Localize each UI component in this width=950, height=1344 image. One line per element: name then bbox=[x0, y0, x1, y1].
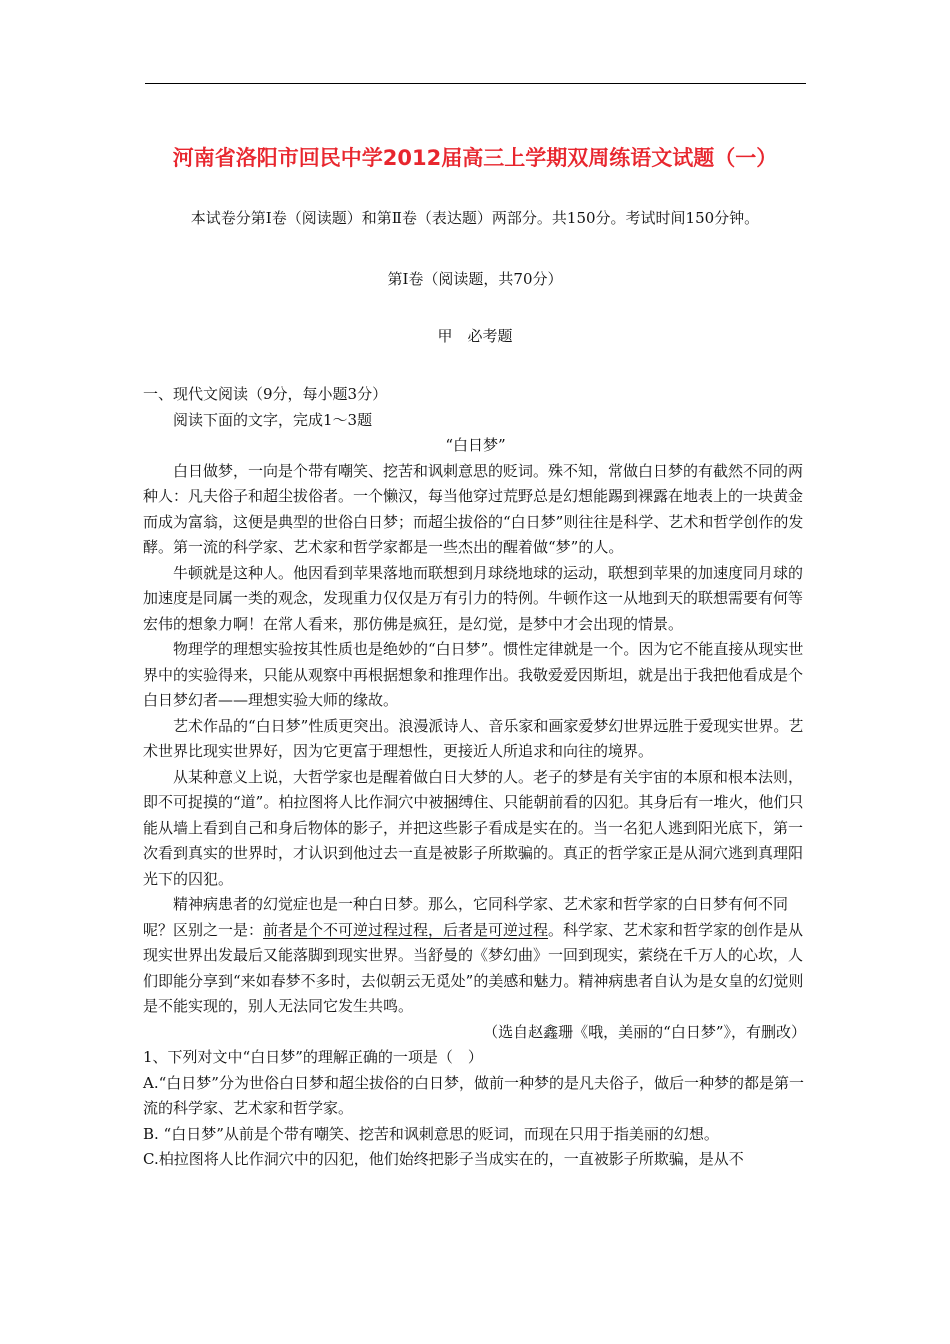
underlined-phrase: 前者是个不可逆过程过程，后者是可逆过程 bbox=[263, 920, 549, 939]
question-group-heading: 一、现代文阅读（9分，每小题3分） bbox=[143, 385, 388, 403]
passage-source: （选自赵鑫珊《哦，美丽的“白日梦”》，有删改） bbox=[483, 1022, 806, 1041]
reading-section bbox=[143, 382, 808, 1173]
header-rule bbox=[145, 83, 806, 84]
answer-option-a: A.“白日梦”分为世俗白日梦和超尘拔俗的白日梦，做前一种梦的是凡夫俗子，做后一种梦的都是第一流的科学家、艺术家和哲学家。 bbox=[143, 1073, 804, 1117]
document-title: 河南省洛阳市回民中学2012届高三上学期双周练语文试题（一） bbox=[172, 146, 778, 170]
paragraph-text: 。科学家、艺术家和哲学家的创作是从现实世界出发最后又能落脚到现实世界。当舒曼的《梦幻曲》一回到现实，萦绕在千万人的心坎，人们即能分享到“来如春梦不多时，去似朝云无觅处”的美感和魅力。精神病患者自认为是女皇的幻觉则是不能实现的，别人无法同它发生共鸣。 bbox=[143, 920, 804, 1015]
paragraph-text: 精神病患者的幻觉症也是一种白日梦。那么，它同科学家、艺术家和哲学家的白日梦有何不同呢？区别之一是： bbox=[143, 895, 789, 939]
answer-option-b: B. “白日梦”从前是个带有嘲笑、挖苦和讽刺意思的贬词，而现在只用于指美丽的幻想。 bbox=[143, 1124, 719, 1143]
passage-paragraph: 从某种意义上说，大哲学家也是醒着做白日大梦的人。老子的梦是有关宇宙的本原和根本法则，即不可捉摸的“道”。柏拉图将人比作洞穴中被捆缚住、只能朝前看的囚犯。其身后有一堆火，他们只能从墙上看到自己和身后物体的影子，并把这些影子看成是实在的。当一名犯人逃到阳光底下，第一次看到真实的世界时，才认识到他过去一直是被影子所欺骗的。真正的哲学家正是从洞穴逃到真理阳光下的囚犯。 bbox=[143, 767, 804, 888]
part-heading: 第Ⅰ卷（阅读题，共70分） bbox=[387, 270, 563, 288]
section-heading: 甲 必考题 bbox=[437, 327, 513, 345]
passage-paragraph: 艺术作品的“白日梦”性质更突出。浪漫派诗人、音乐家和画家爱梦幻世界远胜于爱现实世界。艺术世界比现实世界好，因为它更富于理想性，更接近人所追求和向往的境界。 bbox=[143, 716, 804, 760]
passage-paragraph: 白日做梦，一向是个带有嘲笑、挖苦和讽刺意思的贬词。殊不知，常做白日梦的有截然不同的两种人：凡夫俗子和超尘拔俗者。一个懒汉，每当他穿过荒野总是幻想能踢到裸露在地表上的一块黄金而成为富翁，这便是典型的世俗白日梦；而超尘拔俗的“白日梦”则往往是科学、艺术和哲学创作的发酵。第一流的科学家、艺术家和哲学家都是一些杰出的醒着做“梦”的人。 bbox=[143, 461, 804, 556]
answer-option-c: C.柏拉图将人比作洞穴中的囚犯，他们始终把影子当成实在的，一直被影子所欺骗，是从不 bbox=[143, 1150, 744, 1168]
exam-intro: 本试卷分第Ⅰ卷（阅读题）和第Ⅱ卷（表达题）两部分。共150分。考试时间150分钟。 bbox=[190, 209, 760, 227]
passage-title: “白日梦” bbox=[445, 436, 506, 454]
passage-paragraph: 牛顿就是这种人。他因看到苹果落地而联想到月球绕地球的运动，联想到苹果的加速度同月球的加速度是同属一类的观念，发现重力仅仅是万有引力的特例。牛顿作这一从地到天的联想需要有何等宏伟的想象力啊！在常人看来，那仿佛是疯狂，是幻觉，是梦中才会出现的情景。 bbox=[143, 563, 804, 633]
passage-paragraph bbox=[143, 892, 808, 1020]
question-1-stem: 1、下列对文中“白日梦”的理解正确的一项是（ ） bbox=[143, 1048, 483, 1066]
reading-instruction: 阅读下面的文字，完成1～3题 bbox=[173, 410, 373, 429]
passage-paragraph: 物理学的理想实验按其性质也是绝妙的“白日梦”。惯性定律就是一个。因为它不能直接从现实世界中的实验得来，只能从观察中再根据想象和推理作出。我敬爱爱因斯坦，就是出于我把他看成是个白日梦幻者——理想实验大师的缘故。 bbox=[143, 640, 804, 709]
